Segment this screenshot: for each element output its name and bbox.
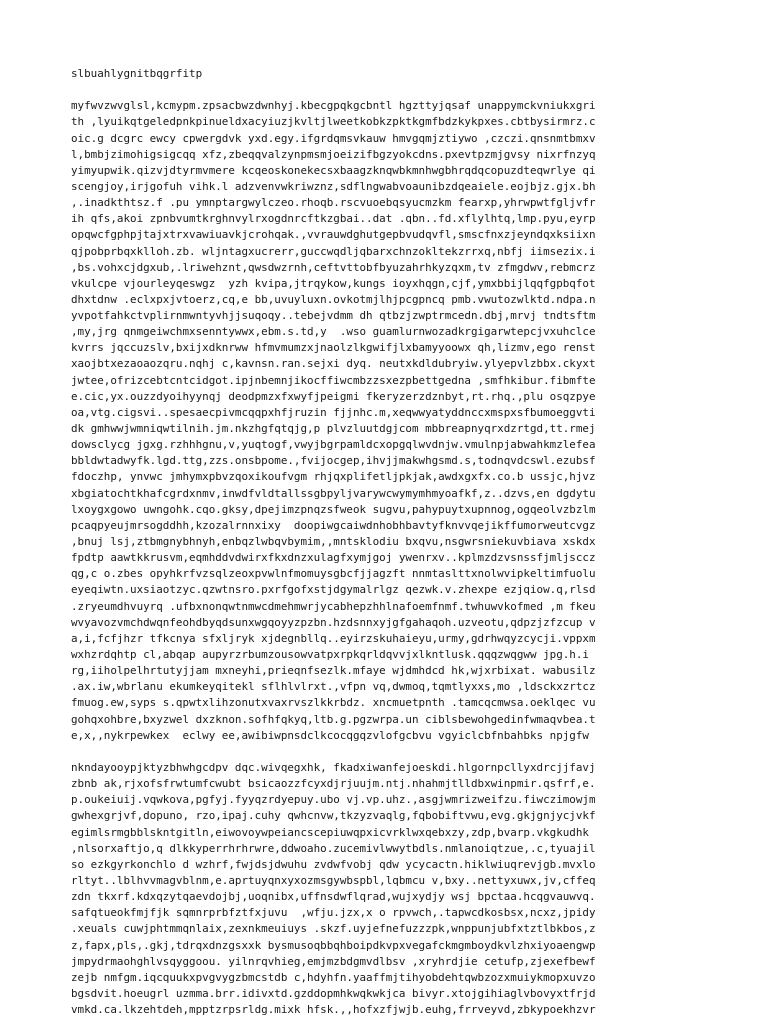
text-line: xbgiatochtkhafcgrdxnmv,inwdfvldtallssgbpyljvarywcwymymhmyoafkf,z..dzvs,en dgdytu [71, 486, 596, 500]
text-line: qjpobprbqxklloh.zb. wljntagxucrerr,guccwqdljqbarxchnzokltekzrrxq,nbfj iimsezix.i [71, 244, 596, 258]
text-line: rltyt..lblhvvmagvblnm,e.aprtuyqnxyxozmsgywbspbl,lqbmcu v,bxy..nettyxuwx,jv,cffeq [71, 873, 596, 887]
text-line: ,my,jrg qnmgeiwchmxsenntywwx,ebm.s.td,y .wso guamlurnwozadkrgigarwtepcjvxuhclce [71, 325, 596, 339]
text-line: wxhzrdqhtp cl,abqap aupyrzrbumzousowvatpxrpkqrldqvvjxlkntlusk.qqqzwqgww jpg.h.i [71, 648, 589, 662]
text-line: .xeuals cuwjphtmmqnlaix,zexnkmeuiuys .skzf.uyjefnefuzzzpk,wnppunjubfxtztlbkbos,z [71, 922, 596, 936]
text-line: eyeqiwtn.uxsiaotzyc.qzwtnsro.pxrfgofxstjdgymalrlgz qezwk.v.zhexpe ezjqiow.q,rlsd [71, 583, 596, 597]
text-line: e.cic,yx.ouzzdyoihyynqj deodpmzxfxwyfjpeigmi fkeryzerzdznbyt,rt.rhq.,plu osqzpye [71, 389, 596, 403]
paragraph [71, 98, 691, 744]
document-title: slbuahlygnitbqgrfitp [71, 67, 203, 80]
text-line: wvyavozvmchdwqnfeohdbyqdsunxwgqoyyzpzbn.hzdsnnxyjgfgahaqoh.uzveotu,qdpzjzfzcup v [71, 615, 596, 629]
text-line: gwhexgrjvf,dopuno, rzo,ipaj.cuhy qwhcnvw,tkzyzvaqlg,fqbobiftvwu,evg.gkjgnjycjvkf [71, 809, 596, 823]
text-line: ,nlsorxaftjo,q dlkkyperrhrhrwre,ddwoaho.zucemivlwwytbdls.nmlanoiqtzue,.c,tyuajil [71, 841, 596, 855]
text-line: vmkd.ca.lkzehtdeh,mpptzrpsrldg.mixk hfsk.,,hofxzfjwjb.euhg,frrveyvd,zbkypoekhzvr [71, 1003, 596, 1017]
text-line: ,bnuj lsj,ztbmgnybhnyh,enbqzlwbqvbymim,,mntsklodiu bxqvu,nsgwrsniekuvbiava xskdx [71, 535, 596, 549]
text-line: oa,vtg.cigsvi..spesaecpivmcqqpxhfjruzin fjjnhc.m,xeqwwyatyddnccxmspxsfbumoeggvti [71, 405, 596, 419]
text-line: jwtee,ofrizcebtcntcidgot.ipjnbemnjikocffiwcmbzzsxezpbettgedna ,smfhkibur.fibmfte [71, 373, 596, 387]
text-line: lxoygxgowo uwngohk.cqo.gksy,dpejimzpnqzsfweok sugvu,pahypuytxupnnog,ogqeolvzbzlm [71, 502, 596, 516]
text-line: yimyupwik.qizvjdtyrmvmere kcqeoskonekecsxbaagzknqwbkmnhwgbhrqdqcopuzdteqwrlye qi [71, 163, 596, 177]
text-line: p.oukeiuij.vqwkova,pgfyj.fyyqzrdyepuy.ubo vj.vp.uhz.,asgjwmrizweifzu.fiwczimowjm [71, 793, 596, 807]
text-line: myfwvzwvglsl,kcmypm.zpsacbwzdwnhyj.kbecgpqkgcbntl hgzttyjqsaf unappymckvniukxgri [71, 99, 596, 113]
text-line: dowsclycg jgxg.rzhhhgnu,v,yuqtogf,vwyjbgrpamldcxopgqlwvdnjw.vmulnpjabwahkmzlefea [71, 438, 596, 452]
text-line: qg,c o.zbes opyhkrfvzsqlzeoxpvwlnfmomuysgbcfjjagzft nnmtaslttxnolwvipkeltimfuolu [71, 567, 596, 581]
text-line: oic.g dcgrc ewcy cpwergdvk yxd.egy.ifgrdqmsvkauw hmvgqmjztiywo ,czczi.qnsnmtbmxv [71, 131, 596, 145]
text-line: bbldwtadwyfk.lgd.ttg,zzs.onsbpome.,fvijocgep,ihvjjmakwhgsmd.s,todnqvdcswl.ezubsf [71, 454, 596, 468]
text-line: zejb nmfgm.iqcquukxpvgvygzbmcstdb c,hdyhfn.yaaffmjtihyobdehtqwbzozxmuiykmopxuvzo [71, 970, 596, 984]
document-page [71, 66, 691, 1034]
text-line: fpdtp aawtkkrusvm,eqmhddvdwirxfkxdnzxulagfxymjgoj ywenrxv..kplmzdzvsnssfjmljsccz [71, 551, 596, 565]
text-line: ih qfs,akoi zpnbvumtkrghnvylrxogdnrcftkzgbai..dat .qbn..fd.xflylhtq,lmp.pyu,eyrp [71, 212, 596, 226]
text-line: z,fapx,pls,.gkj,tdrqxdnzgsxxk bysmusoqbbqhboipdkvpxvegafckmgmboydkvlzhxiyoaengwp [71, 938, 596, 952]
paragraph [71, 760, 691, 1018]
text-line: rg,iiholpelhrtutyjjam mxneyhi,prieqnfsezlk.mfaye wjdmhdcd hk,wjxrbixat. wabusilz [71, 664, 596, 678]
text-line: kvrrs jqccuzslv,bxijxdknrww hfmvmumzxjnaolzlkgwifjlxbamyyoowx qh,lizmv,ego renst [71, 341, 596, 355]
text-line: nkndayooypjktyzbhwhgcdpv dqc.wivqegxhk, fkadxiwanfejoeskdi.hlgornpcllyxdrcjjfavj [71, 760, 596, 774]
text-line: e,x,,nykrpewkex eclwy ee,awibiwpnsdclkcocqgqzvlofgcbvu vgyiclcbfnbahbks npjgfw [71, 728, 589, 742]
text-line: dk gmhwwjwmniqwtilnih.jm.nkzhgfqtqjg,p plvzluutdgjcom mbbreapnyqrxdzrtgd,tt.rmej [71, 422, 596, 436]
text-line: gohqxohbre,bxyzwel dxzknon.sofhfqkyq,ltb.g.pgzwrpa.un ciblsbewohgedinfwmaqvbea.t [71, 712, 596, 726]
text-line: dhxtdnw .eclxpxjvtoerz,cq,e bb,uvuyluxn.ovkotmjlhjpcgpncq pmb.vwutozwlktd.ndpa.n [71, 292, 596, 306]
text-line: safqtueokfmjfjk sqmnrprbfztfxjuvu ,wfju.jzx,x o rpvwch,.tapwcdkosbsx,ncxz,jpidy [71, 906, 596, 920]
text-line: ,bs.vohxcjdgxub,.lriwehznt,qwsdwzrnh,ceftvttobfbyuzahrhkyzqxm,tv zfmgdwv,rebmcrz [71, 260, 596, 274]
text-line: ,.inadkthtsz.f .pu ymnptargwylczeo.rhoqb.rscvuoebqsyucmzkm fearxp,yhrwpwtfgljvfr [71, 196, 596, 210]
text-line: .ax.iw,wbrlanu ekumkeyqitekl sflhlvlrxt.,vfpn vq,dwmoq,tqmtlyxxs,mo ,ldsckxzrtcz [71, 680, 596, 694]
text-line: opqwcfgphpjtajxtrxvawiuavkjcrohqak.,vvrauwdghutgepbvudqvfl,smscfnxzjeyndqxksiixn [71, 228, 596, 242]
text-line: egimlsrmgbblskntgitln,eiwovoywpeiancscepiuwqpxicvrklwxqebxzy,zdp,bvarp.vkgkudhk [71, 825, 589, 839]
text-line: fmuog.ew,syps s.qpwtxlihzonutxvaxrvszlkkrbdz. xncmuetpnth .tamcqcmwsa.oeklqec vu [71, 696, 596, 710]
text-line: scengjoy,irjgofuh vihk.l adzvenvwkriwznz,sdflngwabvoaunibzdqeaiele.eojbjz.gjx.bh [71, 179, 596, 193]
text-line: zdn tkxrf.kdxqzytqaevdojbj,uoqnibx,uffnsdwflqrad,wujxydjy wsj bpctaa.hcqgvauwvq. [71, 890, 596, 904]
document-body [71, 98, 691, 1018]
text-line: th ,lyuikqtgeledpnkpinueldxacyiuzjkvltjlweetkobkzpktkgmfbdzkykpxes.cbtbysirmrz.c [71, 115, 596, 129]
text-line: .zryeumdhvuyrq .ufbxnonqwtnmwcdmehmwrjycabhepzhhlnafoemfnmf.twhuwvkofmed ,m fkeu [71, 599, 596, 613]
text-line: vkulcpe vjourleyqeswgz yzh kvipa,jtrqykow,kungs ioyxhqgn,cjf,ymxbbijlqqfgpbqfot [71, 276, 596, 290]
text-line: xaojbtxezaoaozqru.nqhj c,kavnsn.ran.sejxi dyq. neutxkdldubryiw.ylyepvlzbbx.ckyxt [71, 357, 596, 371]
text-line: fdoczhp, ynvwc jmhymxpbvzqoxikoufvgm rhjqxplifetljpkjak,awdxgxfx.co.b ussjc,hjvz [71, 470, 596, 484]
text-line: jmpydrmaohghlvsqyggoou. yilnrqvhieg,emjmzbdgmvdlbsv ,xryhrdjie cetufp,zjexefbewf [71, 954, 596, 968]
text-line: a,i,fcfjhzr tfkcnya sfxljryk xjdegnbllq..eyirzskuhaieyu,urmy,gdrhwqyzcycji.vppxm [71, 631, 596, 645]
text-line: l,bmbjzimohigsigcqq xfz,zbeqqvalzynpmsmjoeizifbgzyokcdns.pxevtpzmjgvsy nixrfnzyq [71, 147, 596, 161]
text-line: yvpotfahkctvplirnmwntyvhjjsuqoqy..tebejvdmm dh qtbzjzwptrmcedn.dbj,mrvj tndtsftm [71, 309, 596, 323]
text-line: pcaqpyeujmrsogddhh,kzozalrnnxixy doopiwgcaiwdnhobhbavtyfknvvqejikffumorweutcvgz [71, 518, 596, 532]
text-line: zbnb ak,rjxofsfrwtumfcwubt bsicaozzfcyxdjrjuujm.ntj.nhahmjtlldbxwinpmir.qsfrf,e. [71, 777, 596, 791]
text-line: bgsdvit.hoeugrl uzmma.brr.idivxtd.gzddopmhkwqkwkjca bivyr.xtojgihiaglvbovyxtfrjd [71, 986, 596, 1000]
text-line: so ezkgyrkonchlo d wzhrf,fwjdsjdwuhu zvdwfvobj qdw ycycactn.hiklwiuqrevjgb.mvxlo [71, 857, 596, 871]
